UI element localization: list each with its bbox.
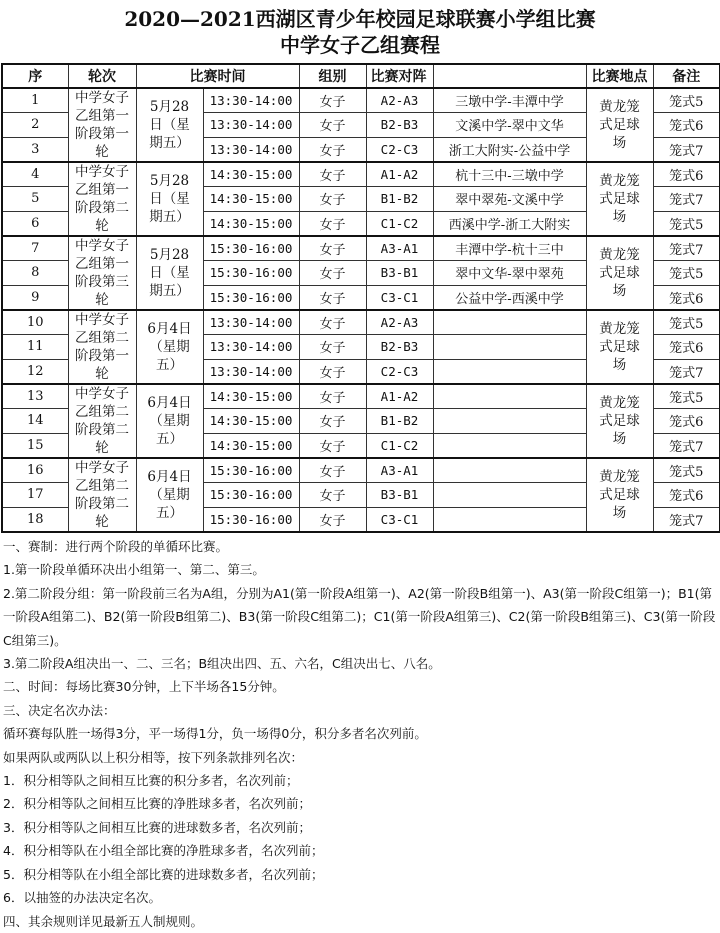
matchup-code-cell: C3-C1 xyxy=(366,285,433,310)
date-cell: 6月4日（星期五） xyxy=(136,458,203,532)
matchup-code-cell: B3-B1 xyxy=(366,261,433,285)
note-line: 四、其余规则详见最新五人制规则。 xyxy=(3,913,204,929)
time-cell: 14:30-15:00 xyxy=(203,187,299,211)
category-cell: 女子 xyxy=(299,433,366,458)
rules-notes xyxy=(0,533,720,933)
matchup-code-cell: B1-B2 xyxy=(366,409,433,433)
note-line: 循环赛每队胜一场得3分，平一场得1分，负一场得0分，积分多者名次列前。 xyxy=(3,726,427,742)
header-round: 轮次 xyxy=(68,64,136,88)
match-number: 8 xyxy=(2,261,68,285)
note-cell: 笼式5 xyxy=(653,261,720,285)
teams-cell xyxy=(433,384,586,409)
match-number: 18 xyxy=(2,507,68,532)
note-cell: 笼式7 xyxy=(653,359,720,384)
matchup-code-cell: C2-C3 xyxy=(366,359,433,384)
match-number: 14 xyxy=(2,409,68,433)
teams-cell xyxy=(433,458,586,483)
note-cell: 笼式6 xyxy=(653,483,720,507)
note-cell: 笼式7 xyxy=(653,433,720,458)
date-cell: 6月4日（星期五） xyxy=(136,384,203,458)
teams-cell xyxy=(433,359,586,384)
time-cell: 13:30-14:00 xyxy=(203,88,299,113)
matchup-code-cell: A3-A1 xyxy=(366,458,433,483)
note-cell: 笼式6 xyxy=(653,113,720,137)
matchup-code-cell: A2-A3 xyxy=(366,310,433,335)
note-cell: 笼式7 xyxy=(653,187,720,211)
time-cell: 13:30-14:00 xyxy=(203,113,299,137)
teams-cell: 翠中翠苑-文溪中学 xyxy=(433,187,586,211)
note-line: 3．积分相等队之间相互比赛的进球数多者，名次列前； xyxy=(3,819,311,835)
table-row xyxy=(2,310,720,335)
match-number: 9 xyxy=(2,285,68,310)
matchup-code-cell: C1-C2 xyxy=(366,433,433,458)
note-cell: 笼式6 xyxy=(653,335,720,359)
note-cell: 笼式5 xyxy=(653,88,720,113)
table-row xyxy=(2,458,720,483)
match-number: 11 xyxy=(2,335,68,359)
matchup-code-cell: C3-C1 xyxy=(366,507,433,532)
note-cell: 笼式7 xyxy=(653,507,720,532)
note-line: 2．积分相等队之间相互比赛的净胜球多者，名次列前； xyxy=(3,796,311,812)
category-cell: 女子 xyxy=(299,507,366,532)
category-cell: 女子 xyxy=(299,88,366,113)
note-line: 2.第二阶段分组：第一阶段前三名为A组，分别为A1(第一阶段A组第一)、A2(第一阶段B组第一)、A3(第一阶段C组第一)；B1(第一阶段A组第二)、B2(第一阶段B组第二)、B3(第一阶段C组第二)；C1(第一阶段A组第三)、C2(第一阶段B组第三)、C3(第一阶段C组第三)。 xyxy=(3,585,716,648)
time-cell: 15:30-16:00 xyxy=(203,285,299,310)
matchup-code-cell: A1-A2 xyxy=(366,162,433,187)
match-number: 1 xyxy=(2,88,68,113)
teams-cell xyxy=(433,507,586,532)
round-cell: 中学女子乙组第一阶段第二轮 xyxy=(68,162,136,236)
teams-cell: 三墩中学-丰潭中学 xyxy=(433,88,586,113)
header-matchup: 比赛对阵 xyxy=(366,64,433,88)
round-cell: 中学女子乙组第一阶段第一轮 xyxy=(68,88,136,162)
header-time: 比赛时间 xyxy=(136,64,299,88)
matchup-code-cell: B3-B1 xyxy=(366,483,433,507)
note-cell: 笼式6 xyxy=(653,409,720,433)
teams-cell xyxy=(433,483,586,507)
category-cell: 女子 xyxy=(299,458,366,483)
matchup-code-cell: C1-C2 xyxy=(366,211,433,236)
note-cell: 笼式5 xyxy=(653,310,720,335)
category-cell: 女子 xyxy=(299,409,366,433)
category-cell: 女子 xyxy=(299,113,366,137)
header-note: 备注 xyxy=(653,64,720,88)
category-cell: 女子 xyxy=(299,359,366,384)
category-cell: 女子 xyxy=(299,187,366,211)
teams-cell: 浙工大附实-公益中学 xyxy=(433,137,586,162)
time-cell: 13:30-14:00 xyxy=(203,335,299,359)
header-category: 组别 xyxy=(299,64,366,88)
match-number: 12 xyxy=(2,359,68,384)
match-number: 16 xyxy=(2,458,68,483)
date-cell: 5月28日（星期五） xyxy=(136,236,203,310)
matchup-code-cell: B2-B3 xyxy=(366,335,433,359)
note-line: 二、时间：每场比赛30分钟，上下半场各15分钟。 xyxy=(3,679,285,695)
category-cell: 女子 xyxy=(299,162,366,187)
matchup-code-cell: B2-B3 xyxy=(366,113,433,137)
time-cell: 14:30-15:00 xyxy=(203,384,299,409)
teams-cell: 杭十三中-三墩中学 xyxy=(433,162,586,187)
category-cell: 女子 xyxy=(299,335,366,359)
matchup-code-cell: A2-A3 xyxy=(366,88,433,113)
teams-cell: 翠中文华-翠中翠苑 xyxy=(433,261,586,285)
note-line: 4．积分相等队在小组全部比赛的净胜球多者，名次列前； xyxy=(3,843,324,859)
note-line: 1.第一阶段单循环决出小组第一、第二、第三。 xyxy=(3,562,265,578)
date-cell: 5月28日（星期五） xyxy=(136,88,203,162)
matchup-code-cell: A3-A1 xyxy=(366,236,433,261)
category-cell: 女子 xyxy=(299,137,366,162)
table-row xyxy=(2,88,720,113)
match-number: 4 xyxy=(2,162,68,187)
teams-cell: 文溪中学-翠中文华 xyxy=(433,113,586,137)
note-cell: 笼式6 xyxy=(653,162,720,187)
venue-cell: 黄龙笼式足球场 xyxy=(586,88,653,162)
matchup-code-cell: A1-A2 xyxy=(366,384,433,409)
date-cell: 5月28日（星期五） xyxy=(136,162,203,236)
time-cell: 14:30-15:00 xyxy=(203,211,299,236)
note-line: 6．以抽签的办法决定名次。 xyxy=(3,890,161,906)
time-cell: 13:30-14:00 xyxy=(203,137,299,162)
venue-cell: 黄龙笼式足球场 xyxy=(586,384,653,458)
time-cell: 14:30-15:00 xyxy=(203,409,299,433)
category-cell: 女子 xyxy=(299,384,366,409)
header-venue: 比赛地点 xyxy=(586,64,653,88)
note-cell: 笼式6 xyxy=(653,285,720,310)
category-cell: 女子 xyxy=(299,261,366,285)
venue-cell: 黄龙笼式足球场 xyxy=(586,458,653,532)
round-cell: 中学女子乙组第二阶段第一轮 xyxy=(68,310,136,384)
header-no: 序 xyxy=(2,64,68,88)
schedule-table xyxy=(1,63,720,533)
round-cell: 中学女子乙组第二阶段第二轮 xyxy=(68,458,136,532)
note-line: 如果两队或两队以上积分相等，按下列条款排列名次： xyxy=(3,749,304,765)
category-cell: 女子 xyxy=(299,211,366,236)
match-number: 7 xyxy=(2,236,68,261)
category-cell: 女子 xyxy=(299,285,366,310)
note-cell: 笼式7 xyxy=(653,137,720,162)
teams-cell: 西溪中学-浙工大附实 xyxy=(433,211,586,236)
time-cell: 15:30-16:00 xyxy=(203,261,299,285)
note-line: 一、赛制：进行两个阶段的单循环比赛。 xyxy=(3,539,229,554)
note-cell: 笼式5 xyxy=(653,384,720,409)
teams-cell: 公益中学-西溪中学 xyxy=(433,285,586,310)
match-number: 15 xyxy=(2,433,68,458)
match-number: 3 xyxy=(2,137,68,162)
teams-cell xyxy=(433,409,586,433)
note-line: 三、决定名次办法： xyxy=(3,702,116,718)
match-number: 5 xyxy=(2,187,68,211)
time-cell: 13:30-14:00 xyxy=(203,310,299,335)
match-number: 13 xyxy=(2,384,68,409)
page-title: 2020—2021西湖区青少年校园足球联赛小学组比赛 xyxy=(124,7,596,31)
note-cell: 笼式5 xyxy=(653,458,720,483)
table-row xyxy=(2,162,720,187)
teams-cell xyxy=(433,335,586,359)
category-cell: 女子 xyxy=(299,483,366,507)
category-cell: 女子 xyxy=(299,236,366,261)
time-cell: 13:30-14:00 xyxy=(203,359,299,384)
round-cell: 中学女子乙组第二阶段第二轮 xyxy=(68,384,136,458)
matchup-code-cell: B1-B2 xyxy=(366,187,433,211)
note-line: 1．积分相等队之间相互比赛的积分多者，名次列前； xyxy=(3,773,299,789)
venue-cell: 黄龙笼式足球场 xyxy=(586,236,653,310)
time-cell: 15:30-16:00 xyxy=(203,483,299,507)
note-line: 5．积分相等队在小组全部比赛的进球数多者，名次列前； xyxy=(3,866,324,882)
time-cell: 15:30-16:00 xyxy=(203,236,299,261)
match-number: 17 xyxy=(2,483,68,507)
time-cell: 15:30-16:00 xyxy=(203,458,299,483)
header-teams xyxy=(433,64,586,88)
note-cell: 笼式5 xyxy=(653,211,720,236)
table-row xyxy=(2,236,720,261)
time-cell: 14:30-15:00 xyxy=(203,433,299,458)
match-number: 10 xyxy=(2,310,68,335)
matchup-code-cell: C2-C3 xyxy=(366,137,433,162)
table-header-row xyxy=(2,64,720,88)
round-cell: 中学女子乙组第一阶段第三轮 xyxy=(68,236,136,310)
time-cell: 14:30-15:00 xyxy=(203,162,299,187)
match-number: 2 xyxy=(2,113,68,137)
note-line: 3.第二阶段A组决出一、二、三名；B组决出四、五、六名，C组决出七、八名。 xyxy=(3,656,441,672)
teams-cell xyxy=(433,433,586,458)
time-cell: 15:30-16:00 xyxy=(203,507,299,532)
teams-cell xyxy=(433,310,586,335)
note-cell: 笼式7 xyxy=(653,236,720,261)
venue-cell: 黄龙笼式足球场 xyxy=(586,310,653,384)
match-number: 6 xyxy=(2,211,68,236)
category-cell: 女子 xyxy=(299,310,366,335)
venue-cell: 黄龙笼式足球场 xyxy=(586,162,653,236)
teams-cell: 丰潭中学-杭十三中 xyxy=(433,236,586,261)
table-row xyxy=(2,384,720,409)
date-cell: 6月4日（星期五） xyxy=(136,310,203,384)
page-subtitle: 中学女子乙组赛程 xyxy=(280,33,440,57)
